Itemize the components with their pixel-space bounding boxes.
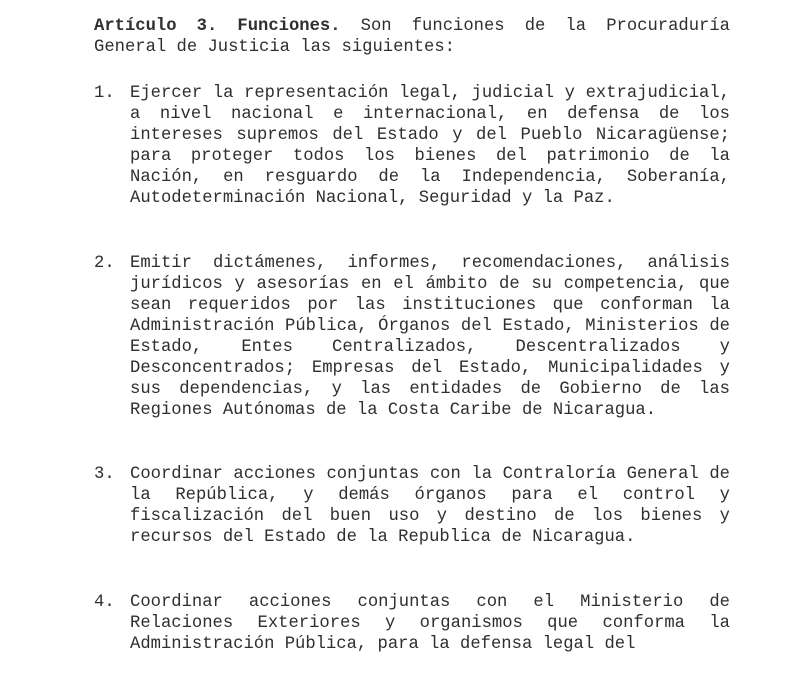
article-heading: Artículo 3. Funciones. [94, 17, 341, 36]
list-item-number: 2. [94, 254, 115, 273]
list-item [94, 592, 730, 655]
list-item-number: 1. [94, 84, 115, 103]
list-item-number: 4. [94, 593, 115, 612]
list-item [94, 83, 730, 209]
list-item [94, 464, 730, 548]
list-item-text: Coordinar acciones conjuntas con la Contraloría General de la República, y demás órganos para el control y fiscalización del buen uso y destino de los bienes y recursos del Estado de la Republica de Nicaragua. [130, 465, 730, 547]
list-item-text: Emitir dictámenes, informes, recomendaciones, análisis jurídicos y asesorías en el ámbito de su competencia, que sean requeridos por las instituciones que conforman la Administración Pública, Órganos del Estado, Ministerios de Estado, Entes Centralizados, Descentralizados y Desconcentrados; Empresas del Estado, Municipalidades y sus dependencias, y las entidades de Gobierno de las Regiones Autónomas de la Costa Caribe de Nicaragua. [130, 254, 730, 420]
article-intro-text: Son funciones de la Procuraduría General de Justicia las siguientes: [94, 17, 730, 57]
article-intro [94, 16, 730, 58]
list-item-text: Coordinar acciones conjuntas con el Ministerio de Relaciones Exteriores y organismos que conforma la Administración Pública, para la defensa legal del [130, 593, 730, 654]
list-item [94, 253, 730, 421]
list-item-number: 3. [94, 465, 115, 484]
list-item-text: Ejercer la representación legal, judicial y extrajudicial, a nivel nacional e internacional, en defensa de los intereses supremos del Estado y del Pueblo Nicaragüense; para proteger todos los bienes del patrimonio de la Nación, en resguardo de la Independencia, Soberanía, Autodeterminación Nacional, Seguridad y la Paz. [130, 84, 730, 208]
